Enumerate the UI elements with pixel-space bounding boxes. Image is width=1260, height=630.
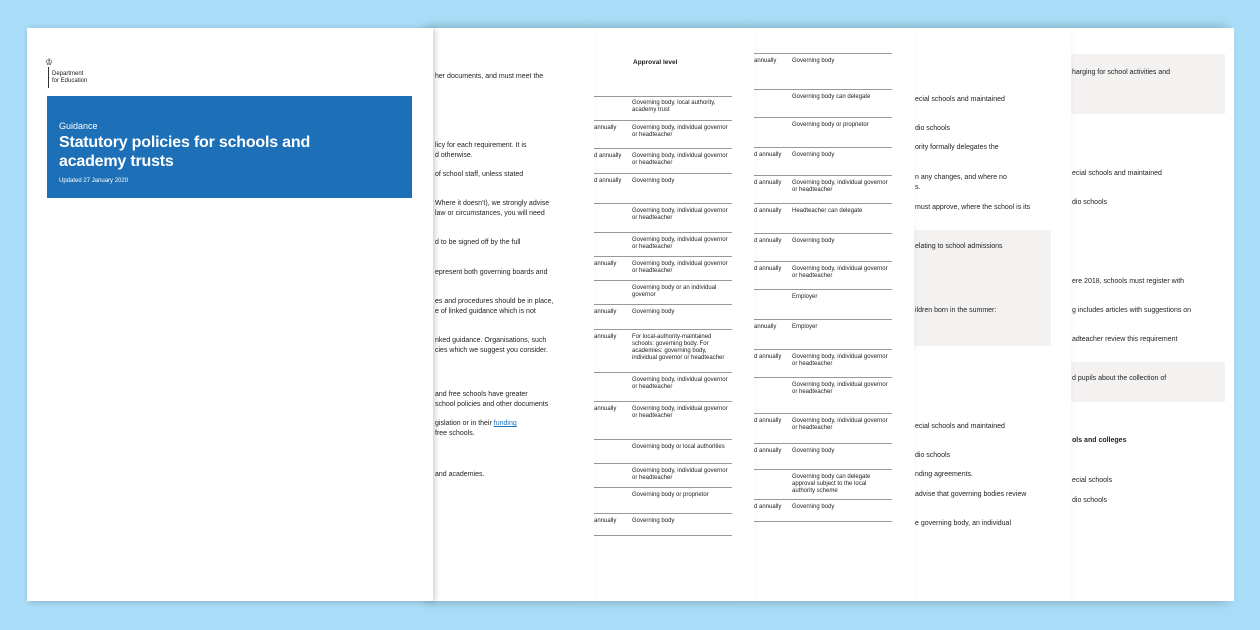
text-line: and free schools have greater [435, 391, 528, 398]
table-cell-approval: Governing body, individual governor or headteacher [792, 266, 888, 279]
table-cell-approval: Governing body [792, 448, 835, 454]
text-line: her documents, and must meet the [435, 73, 544, 80]
table-cell-frequency: d annually [594, 153, 622, 159]
org-name: Department [52, 71, 84, 77]
table-cell-approval: Governing body, individual governor or headteacher [632, 153, 728, 166]
text-line: dio schools [915, 125, 951, 132]
table-cell-frequency: annually [594, 125, 617, 131]
table-cell-frequency: d annually [754, 208, 782, 214]
text-line: adteacher review this requirement [1072, 336, 1178, 343]
text-line: nked guidance. Organisations, such [435, 337, 547, 344]
table-cell-frequency: annually [594, 518, 617, 524]
text-line: licy for each requirement. It is [435, 142, 527, 149]
text-line: e of linked guidance which is not [435, 308, 536, 315]
table-cell-approval: Employer [792, 294, 818, 300]
text-line: harging for school activities and [1072, 69, 1171, 76]
text-line: dio schools [1072, 199, 1108, 206]
text-line: ority formally delegates the [915, 144, 999, 151]
table-cell-frequency: d annually [754, 448, 782, 454]
table-cell-approval: Governing body, individual governor or headteacher [632, 237, 728, 250]
title-banner [47, 96, 412, 198]
table-cell-approval: For local-authority-maintained schools: governing body. For academies: governing body, individual governor or headteacher [632, 334, 725, 361]
text-line: dio schools [915, 452, 951, 459]
table-cell-approval: Governing body, individual governor or headteacher [632, 208, 728, 221]
table-cell-approval: Employer [792, 324, 818, 330]
table-cell-approval: Governing body, individual governor or headteacher [792, 418, 888, 431]
table-cell-frequency: annually [594, 309, 617, 315]
updated-date: Updated 27 January 2020 [59, 178, 129, 184]
table-cell-approval: Governing body [792, 58, 835, 64]
table-cell-approval: Governing body, individual governor or headteacher [792, 180, 888, 193]
table-cell-approval: Governing body, individual governor or headteacher [632, 261, 728, 274]
text-line: es and procedures should be in place, [435, 298, 554, 305]
table-cell-approval: Governing body, individual governor or headteacher [632, 468, 728, 481]
table-cell-approval: Governing body [632, 309, 675, 315]
table-cell-approval: Governing body, individual governor or headteacher [632, 125, 728, 138]
text-line: gislation or in their funding [435, 420, 517, 427]
table-cell-approval: Governing body or local authorities [632, 444, 725, 450]
table-cell-approval: Governing body, individual governor or headteacher [632, 377, 728, 390]
table-cell-approval: Governing body [632, 518, 675, 524]
section-heading: ols and colleges [1072, 437, 1127, 444]
text-line: ecial schools and maintained [1072, 170, 1162, 177]
table-header: Approval level [633, 59, 678, 66]
text-line: d pupils about the collection of [1072, 375, 1167, 382]
table-cell-frequency: d annually [594, 178, 622, 184]
table-cell-frequency: annually [754, 58, 777, 64]
document-page-3 [594, 28, 754, 601]
text-line: s. [915, 184, 921, 191]
text-line: must approve, where the school is its [915, 204, 1031, 211]
table-cell-frequency: d annually [754, 238, 782, 244]
document-page-2 [433, 28, 594, 601]
text-line: d otherwise. [435, 152, 473, 159]
text-line: elating to school admissions [915, 243, 1003, 250]
table-cell-approval: Governing body, individual governor or headteacher [792, 354, 888, 367]
table-cell-frequency: annually [754, 324, 777, 330]
text-line: school policies and other documents [435, 401, 549, 408]
crest-icon: ♔ [45, 57, 54, 67]
table-cell-frequency: d annually [754, 504, 782, 510]
org-name: for Education [52, 78, 88, 84]
table-cell-frequency: annually [594, 334, 617, 340]
table-cell-approval: Governing body, individual governor or headteacher [632, 406, 728, 419]
table-cell-approval: Governing body can delegate [792, 94, 871, 100]
page-title: Statutory policies for schools and academy trusts [59, 134, 311, 170]
table-cell-approval: Governing body or proprietor [792, 122, 869, 128]
table-cell-frequency: d annually [754, 152, 782, 158]
text-line: cies which we suggest you consider. [435, 347, 548, 354]
text-line: ecial schools and maintained [915, 423, 1005, 430]
table-cell-frequency: d annually [754, 354, 782, 360]
document-page-5 [913, 28, 1071, 601]
text-line: nding agreements. [915, 471, 973, 478]
text-line: n any changes, and where no [915, 174, 1007, 181]
document-page-4 [754, 28, 914, 601]
text-line: advise that governing bodies review [915, 491, 1027, 498]
text-line: g includes articles with suggestions on [1072, 307, 1192, 314]
inset-box [1070, 54, 1225, 114]
text-line: d to be signed off by the full [435, 239, 521, 246]
table-cell-frequency: d annually [754, 418, 782, 424]
cover-page [27, 28, 433, 601]
text-line: ere 2018, schools must register with [1072, 278, 1185, 285]
text-line: ecial schools [1072, 477, 1113, 484]
table-cell-frequency: annually [594, 406, 617, 412]
table-cell-frequency: d annually [754, 180, 782, 186]
doc-type-label: Guidance [59, 121, 98, 131]
table-cell-approval: Governing body [792, 504, 835, 510]
text-line: free schools. [435, 430, 475, 437]
table-cell-approval: Governing body, local authority, academy trust [632, 100, 716, 113]
text-line: Where it doesn't), we strongly advise [435, 200, 550, 207]
text-line: and academies. [435, 471, 485, 478]
table-cell-approval: Governing body [792, 238, 835, 244]
text-line: ildren born in the summer: [915, 307, 997, 314]
table-cell-frequency: annually [594, 261, 617, 267]
text-line: of school staff, unless stated [435, 171, 524, 178]
text-line: epresent both governing boards and [435, 269, 548, 276]
document-page-6 [1070, 28, 1234, 601]
funding-link[interactable]: funding [493, 420, 517, 427]
table-cell-approval: Governing body can delegate approval subject to the local authority scheme [792, 474, 871, 494]
table-cell-approval: Governing body [632, 178, 675, 184]
table-cell-approval: Governing body or proprietor [632, 492, 709, 498]
text-line: dio schools [1072, 497, 1108, 504]
text-line: law or circumstances, you will need [435, 210, 545, 217]
text-line: e governing body, an individual [915, 520, 1011, 527]
text-line: ecial schools and maintained [915, 96, 1005, 103]
table-cell-approval: Headteacher can delegate [792, 208, 863, 214]
table-cell-approval: Governing body, individual governor or headteacher [792, 382, 888, 395]
table-cell-frequency: d annually [754, 266, 782, 272]
table-cell-approval: Governing body or an individual governor [632, 285, 717, 298]
table-cell-approval: Governing body [792, 152, 835, 158]
